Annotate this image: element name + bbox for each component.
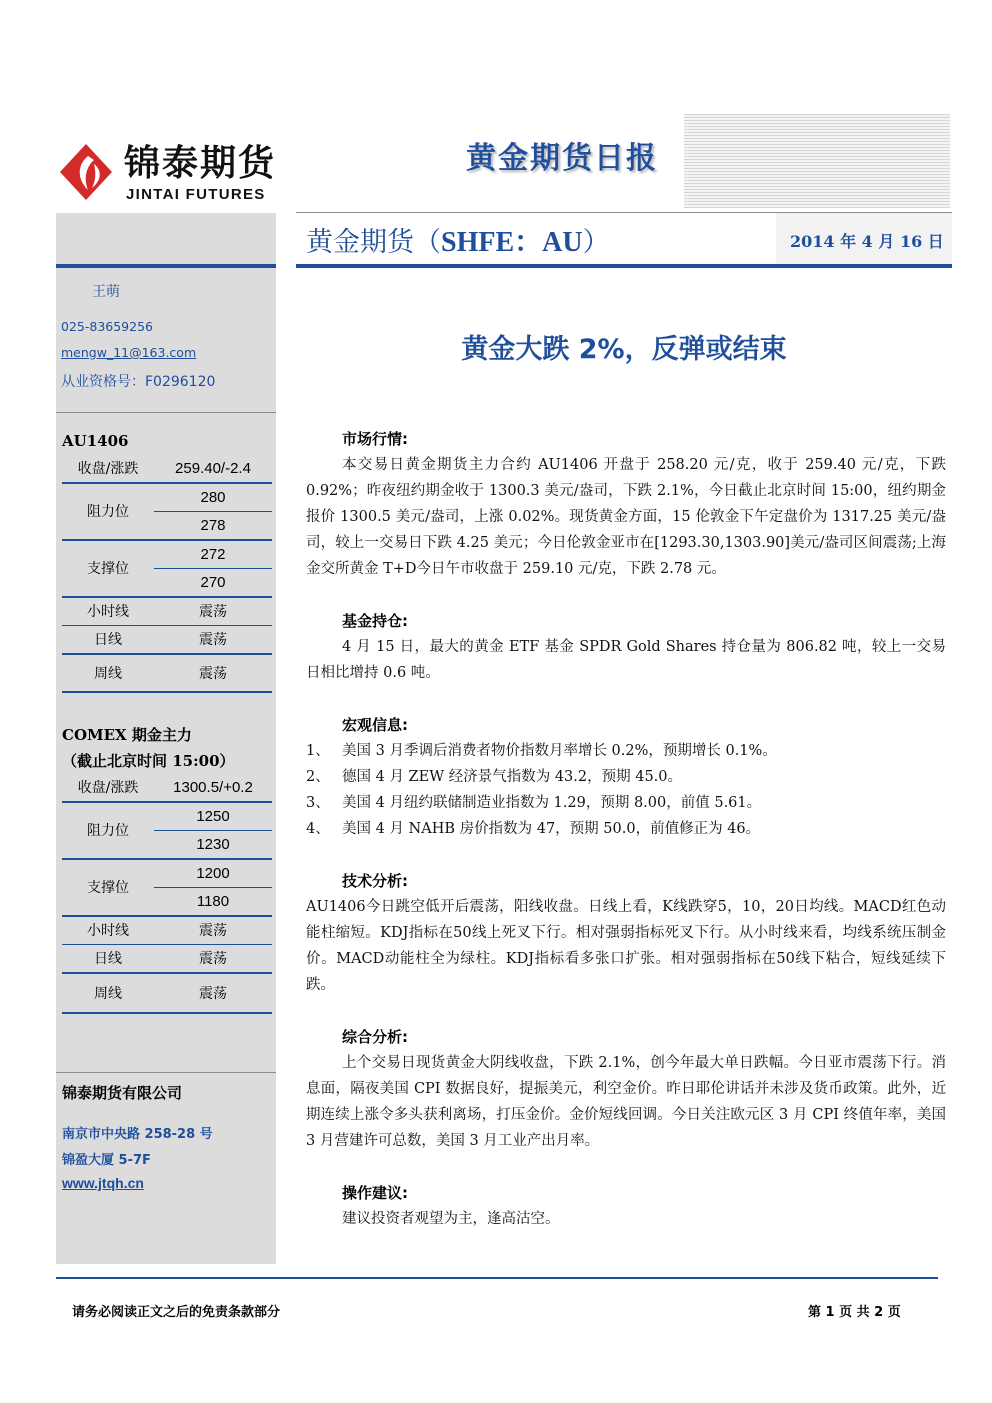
company-name: 锦泰期货有限公司 (62, 1084, 183, 1102)
section-title-code: SHFE：AU (441, 227, 583, 258)
macro-item: 1、 美国 3 月季调后消费者物价指数月率增长 0.2%，预期增长 0.1%。 (306, 743, 777, 759)
footer-rule (56, 1277, 938, 1279)
sidebar-top-rule (56, 264, 276, 268)
market-heading: 市场行情: (342, 430, 408, 448)
au-daily-value: 震荡 (199, 632, 227, 648)
au-block-title: AU1406 (62, 432, 129, 450)
sidebar-divider (56, 412, 276, 413)
au-close-row (62, 455, 272, 484)
macro-item: 4、 美国 4 月 NAHB 房价指数为 47，预期 50.0，前值修正为 46。 (306, 821, 761, 837)
comex-resistance-value-2: 1230 (196, 836, 230, 853)
comex-resistance-label: 阻力位 (87, 822, 129, 839)
logo-diamond-icon (58, 142, 114, 202)
comex-quote-table (62, 774, 272, 1014)
au-resistance-value-2: 278 (200, 517, 226, 534)
company-website-link[interactable]: www.jtqh.cn (62, 1175, 144, 1191)
company-address-1: 南京市中央路 258-28 号 (62, 1127, 213, 1142)
au-hourly-value: 震荡 (199, 603, 227, 620)
au-close-value: 259.40/-2.4 (175, 460, 251, 477)
comex-hourly-row (62, 917, 272, 946)
comex-close-row (62, 774, 272, 803)
analyst-email-link[interactable]: mengw_11@163.com (61, 345, 197, 360)
au-close-label: 收盘/涨跌 (77, 461, 139, 477)
comex-resistance-row-1 (62, 803, 272, 839)
section-title-prefix: 黄金期货（ (306, 227, 441, 258)
comex-support-row-2 (62, 888, 272, 917)
report-title: 黄金期货日报 (466, 141, 658, 176)
au-resistance-row-1 (62, 484, 272, 520)
report-date: 2014 年 4 月 16 日 (790, 232, 944, 251)
au-weekly-value: 震荡 (199, 665, 227, 682)
comex-support-label: 支撑位 (87, 879, 129, 896)
au-support-row-2 (62, 569, 272, 598)
comex-daily-row (62, 945, 272, 974)
comex-weekly-row (62, 974, 272, 1014)
comex-weekly-value: 震荡 (199, 985, 227, 1002)
au-resistance-row-2 (62, 512, 272, 541)
au-daily-row (62, 626, 272, 655)
analyst-phone: 025-83659256 (61, 319, 153, 334)
au-daily-label: 日线 (94, 632, 122, 648)
comex-daily-value: 震荡 (199, 951, 227, 967)
comex-weekly-label: 周线 (94, 985, 122, 1002)
footer-disclaimer: 请务必阅读正文之后的免责条款部分 (72, 1305, 281, 1320)
comex-resistance-value-1: 1250 (196, 807, 230, 825)
summary-heading: 综合分析: (342, 1028, 408, 1046)
sidebar-divider (56, 1072, 276, 1073)
market-text: 本交易日黄金期货主力合约 AU1406 开盘于 258.20 元/克，收于 259.40 元/克，下跌 0.92%；昨夜纽约期金收于 1300.3 美元/盎司，下跌 2.1%，今日截止北京时间 15:00，纽约期金报价 1300.5 美元/盎司，上涨 0.02%。现货黄金方面，15 伦敦金下午定盘价为 1317.25 美元/盎司，较上一交易日下跌 4.25 美元；今日伦敦金亚市在[1293.30,1303.90]美元/盎司区间震荡;上海金交所黄金 T+D今日午市收盘于 259.10 元/克，下跌 2.78 元。 (306, 457, 946, 577)
company-address-2: 锦盈大厦 5-7F (62, 1153, 151, 1168)
comex-resistance-row-2 (62, 831, 272, 860)
title-band-bottom-rule (296, 264, 952, 268)
fund-heading: 基金持仓: (342, 612, 408, 630)
au-hourly-row (62, 598, 272, 627)
logo-english-name: JINTAI FUTURES (126, 186, 266, 203)
comex-support-value-1: 1200 (196, 864, 230, 882)
advice-text: 建议投资者观望为主，逢高沽空。 (342, 1211, 560, 1227)
au-support-label: 支撑位 (87, 560, 129, 577)
au-resistance-value-1: 280 (200, 488, 226, 506)
title-decoration (684, 114, 950, 208)
technical-text: AU1406今日跳空低开后震荡，阳线收盘。日线上看，K线跌穿5，10，20日均线。MACD红色动能柱缩短。KDJ指标在50线上死叉下行。相对强弱指标死叉下行。从小时线来看，均线系统压制金价。MACD动能柱全为绿柱。KDJ指标看多张口扩张。相对强弱指标在50线下粘合，短线延续下跌。 (306, 899, 946, 993)
au-quote-table (62, 455, 272, 693)
comex-hourly-value: 震荡 (199, 922, 227, 939)
advice-heading: 操作建议: (342, 1184, 408, 1202)
au-support-value-1: 272 (200, 545, 226, 563)
comex-support-row-1 (62, 860, 272, 896)
comex-close-label: 收盘/涨跌 (77, 780, 139, 796)
comex-close-value: 1300.5/+0.2 (173, 779, 253, 796)
analyst-name: 王萌 (92, 284, 120, 300)
au-resistance-label: 阻力位 (87, 503, 129, 520)
comex-support-value-2: 1180 (196, 893, 230, 910)
au-support-value-2: 270 (200, 574, 226, 591)
macro-heading: 宏观信息: (342, 716, 408, 734)
section-title (306, 220, 610, 260)
au-hourly-label: 小时线 (87, 603, 129, 620)
comex-daily-label: 日线 (94, 951, 122, 967)
company-logo (58, 142, 288, 208)
au-weekly-row (62, 655, 272, 693)
comex-hourly-label: 小时线 (87, 922, 129, 939)
au-support-row-1 (62, 541, 272, 577)
comex-block-title: COMEX 期金主力 (62, 726, 192, 744)
au-weekly-label: 周线 (94, 665, 122, 682)
comex-block-subtitle: （截止北京时间 15:00） (62, 752, 235, 770)
analyst-license: 从业资格号：F0296120 (61, 374, 216, 390)
macro-item: 3、 美国 4 月纽约联储制造业指数为 1.29，预期 8.00，前值 5.61。 (306, 795, 762, 811)
footer-page-number: 第 1 页 共 2 页 (808, 1305, 901, 1320)
summary-text: 上个交易日现货黄金大阴线收盘，下跌 2.1%，创今年最大单日跌幅。今日亚市震荡下行。消息面，隔夜美国 CPI 数据良好，提振美元，利空金价。昨日耶伦讲话并未涉及货币政策。此外，近期连续上涨令多头获利离场，打压金价。金价短线回调。今日关注欧元区 3 月 CPI 终值年率，美国 3 月营建许可总数，美国 3 月工业产出月率。 (306, 1055, 946, 1149)
fund-text: 4 月 15 日，最大的黄金 ETF 基金 SPDR Gold Shares 持仓量为 806.82 吨，较上一交易日相比增持 0.6 吨。 (306, 639, 946, 681)
headline: 黄金大跌 2%，反弹或结束 (461, 334, 787, 365)
technical-heading: 技术分析: (342, 872, 408, 890)
section-title-suffix: ） (582, 227, 610, 258)
logo-chinese-name: 锦泰期货 (124, 143, 277, 184)
macro-item: 2、 德国 4 月 ZEW 经济景气指数为 43.2，预期 45.0。 (306, 769, 683, 785)
report-body (306, 426, 946, 1232)
